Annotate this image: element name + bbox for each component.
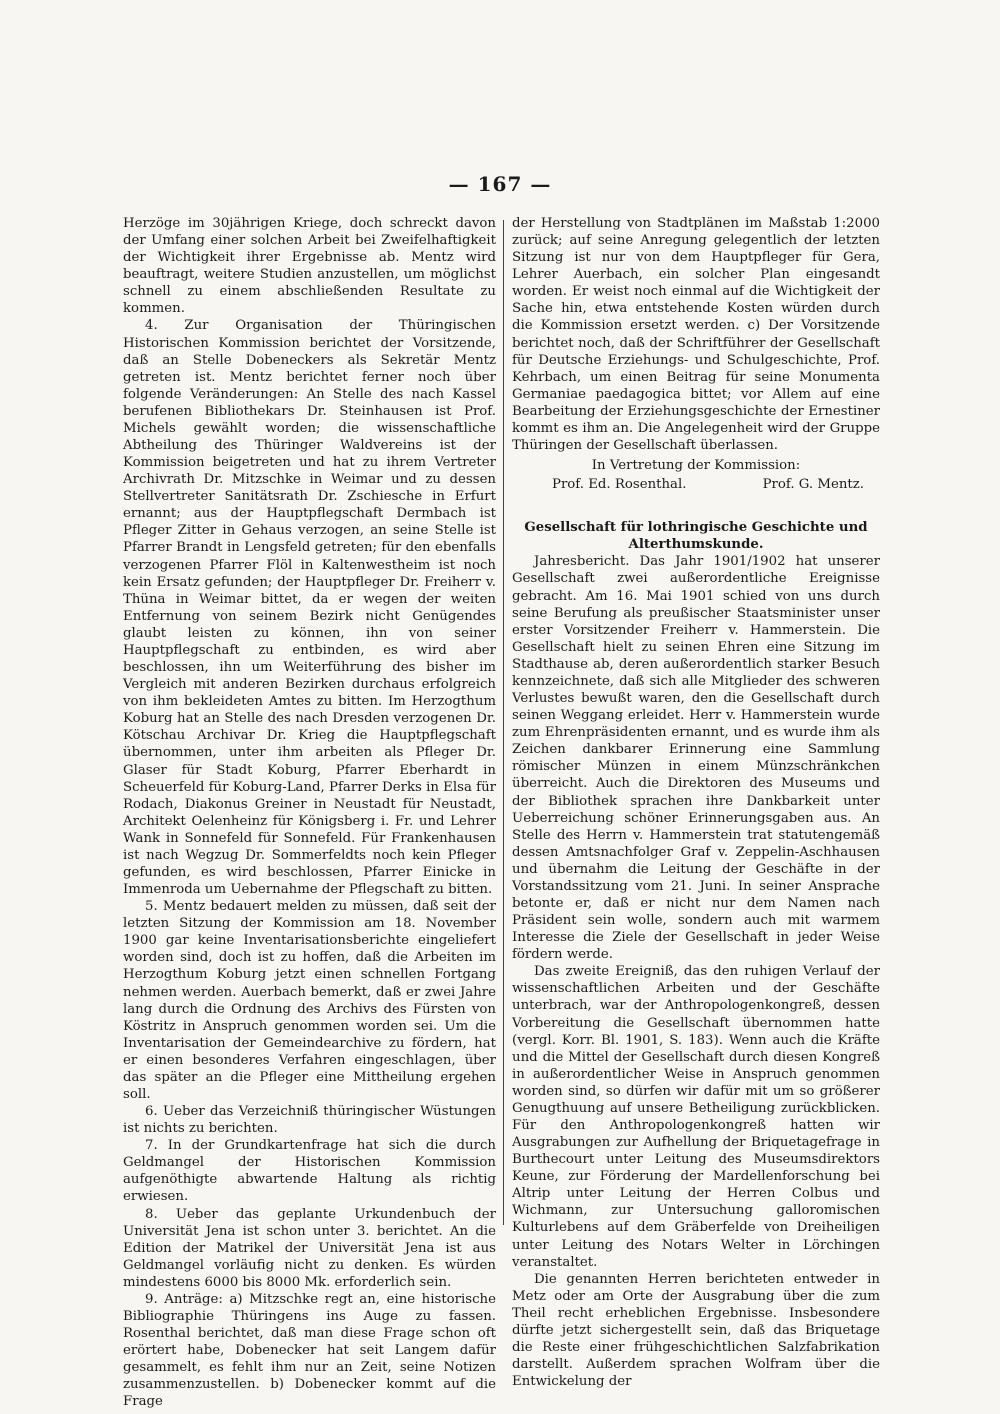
left-paragraph: 5. Mentz bedauert melden zu müssen, daß seit der letzten Sitzung der Kommission am 18. November 1900 gar keine Inventarisationsberichte eingeliefert worden sind, doch ist zu hoffen, daß die Arbeiten im Herzogthum Koburg jetzt einen schnellen Fortgang nehmen werden. Auerbach bemerkt, daß er zwei Jahre lang durch die Ordnung des Archivs des Fürsten von Köstritz in Anspruch genommen worden sei. Um die Inventarisation der Gemeindearchive zu fördern, hat er einen besonderes Verfahren eingeschlagen, über das später an die Pfleger eine Mittheilung ergehen soll.	[123, 899, 496, 1102]
left-paragraph: 6. Ueber das Verzeichniß thüringischer Wüstungen ist nichts zu berichten.	[123, 1104, 496, 1137]
left-paragraph: 8. Ueber das geplante Urkundenbuch der Universität Jena ist schon unter 3. berichtet. An die Edition der Matrikel der Universität Jena ist aus Geldmangel vorläufig nicht zu denken. Es würden mindestens 6000 bis 8000 Mk. erforderlich sein.	[123, 1206, 496, 1290]
representation-line: In Vertretung der Kommission:	[591, 458, 801, 474]
right-paragraph: Jahresbericht. Das Jahr 1901/1902 hat unserer Gesellschaft zwei außerordentliche Ereignisse gebracht. Am 16. Mai 1901 schied von uns durch seine Berufung als preußischer Staatsminister unser erster Vorsitzender Freiherr v. Hammerstein. Die Gesellschaft hielt zu seinen Ehren eine Sitzung im Stadthause ab, deren außerordentlich starker Besuch kennzeichnete, daß sich alle Mitglieder des schweren Verlustes bewußt waren, den die Gesellschaft durch seinen Weggang erleidet. Herr v. Hammerstein wurde zum Ehrenpräsidenten ernannt, und es wurde ihm als Zeichen dankbarer Erinnerung eine Sammlung römischer Münzen in einem Münzschränkchen überreicht. Auch die Direktoren des Museums und der Bibliothek sprachen ihre Dankbarkeit unter Ueberreichung schöner Erinnerungsgaben aus. An Stelle des Herrn v. Hammerstein trat statutengemäß dessen Amtsnachfolger Graf v. Zeppelin-Aschhausen und übernahm die Leitung der Geschäfte in der Vorstandssitzung vom 21. Juni. In seiner Ansprache betonte er, daß er nicht nur dem Namen nach Präsident sein wolle, sondern auch mit warmem Interesse die Ziele der Gesellschaft in jeder Weise fördern werde.	[512, 554, 880, 963]
left-column	[123, 215, 496, 1410]
left-paragraph: 7. In der Grundkartenfrage hat sich die durch Geldmangel der Historischen Kommission aufgenöthigte abwartende Haltung als richtig erwiesen.	[123, 1138, 496, 1205]
right-paragraph: Das zweite Ereigniß, das den ruhigen Verlauf der wissenschaftlichen Arbeiten und der Geschäfte unterbrach, war der Anthropologenkongreß, dessen Vorbereitung die Gesellschaft übernommen hatte (vergl. Korr. Bl. 1901, S. 183). Wenn auch die Kräfte und die Mittel der Gesellschaft durch diesen Kongreß in außerordentlicher Weise in Anspruch genommen worden sind, so dürfen wir dafür mit um so größerer Genugthuung auf unsere Betheiligung zurückblicken. Für den Anthropologenkongreß hatten wir Ausgrabungen zur Aufhellung der Briquetagefrage in Burthecourt unter Leitung des Museumsdirektors Keune, zur Förderung der Mardellenforschung bei Altrip unter Leitung der Herren Colbus und Wichmann, zur Untersuchung galloromischen Kulturlebens auf dem Gräberfelde von Dreiheiligen unter Leitung des Notars Welter in Lörchingen veranstaltet.	[512, 964, 880, 1270]
left-paragraph: Herzöge im 30jährigen Kriege, doch schreckt davon der Umfang einer solchen Arbeit bei Zweifelhaftigkeit der Wichtigkeit ihrer Ergebnisse ab. Mentz wird beauftragt, weitere Studien anzustellen, um möglichst schnell zu einem abschließenden Resultate zu kommen.	[123, 216, 496, 317]
signature-block	[512, 474, 880, 493]
right-paragraph: der Herstellung von Stadtplänen im Maßstab 1:2000 zurück; auf seine Anregung gelegentlich der letzten Sitzung ist nur von dem Hauptpfleger für Gera, Lehrer Auerbach, ein solcher Plan eingesandt worden. Er weist noch einmal auf die Wichtigkeit der Sache hin, etwa entstehende Kosten würden durch die Kommission ersetzt werden. c) Der Vorsitzende berichtet noch, daß der Schriftführer der Gesellschaft für Deutsche Erziehungs- und Schulgeschichte, Prof. Kehrbach, um einen Beitrag für seine Monumenta Germaniae paedagogica bittet; vor Allem auf eine Bearbeitung der Erziehungsgeschichte der Ernestiner kommt es ihm an. Die Angelegenheit wird der Gruppe Thüringen der Gesellschaft überlassen.	[512, 216, 880, 454]
right-paragraph: Die genannten Herren berichteten entweder in Metz oder am Orte der Ausgrabung über die zum Theil recht erheblichen Ergebnisse. Insbesondere dürfte jetzt sichergestellt sein, daß das Briquetage die Reste einer frühgeschichtlichen Salzfabrikation darstellt. Außerdem sprachen Wolfram über die Entwickelung der	[512, 1271, 880, 1390]
left-paragraph: 4. Zur Organisation der Thüringischen Historischen Kommission berichtet der Vorsitzende, daß an Stelle Dobeneckers als Sekretär Mentz getreten ist. Mentz berichtet ferner noch über folgende Veränderungen: An Stelle des nach Kassel berufenen Bibliothekars Dr. Steinhausen ist Prof. Michels gewählt worden; die wissenschaftliche Abtheilung des Thüringer Waldvereins ist der Kommission beigetreten und hat zu ihrem Vertreter Archivrath Dr. Mitzschke in Weimar und zu dessen Stellvertreter Sanitätsrath Dr. Zschiesche in Erfurt ernannt; aus der Hauptpflegschaft Dermbach ist Pfleger Zitter in Gehaus verzogen, an seine Stelle ist Pfarrer Brandt in Lengsfeld getreten; für den ebenfalls verzogenen Pfarrer Flöl in Kaltenwestheim ist noch kein Ersatz gefunden; der Hauptpfleger Dr. Freiherr v. Thüna in Weimar bittet, da er wegen der weiten Entfernung von seinem Bezirk nicht Genügendes glaubt leisten zu können, ihn von seiner Hauptpflegschaft zu entbinden, es wird aber beschlossen, ihn um Weiterführung des bisher im Vergleich mit anderen Bezirken durchaus erfolgreich von ihm bekleideten Amtes zu bitten. Im Herzogthum Koburg hat an Stelle des nach Dresden verzogenen Dr. Kötschau Archivar Dr. Krieg die Hauptpflegschaft übernommen, unter ihm arbeiten als Pfleger Dr. Glaser für Stadt Koburg, Pfarrer Eberhardt in Scheuerfeld für Koburg-Land, Pfarrer Derks in Elsa für Rodach, Diakonus Greiner in Neustadt für Neustadt, Architekt Oelenheinz für Königsberg i. Fr. und Lehrer Wank in Sonnefeld für Sonnefeld. Für Frankenhausen ist nach Wegzug Dr. Sommerfeldts noch kein Pfleger gefunden, es wird beschlossen, Pfarrer Einicke in Immenroda um Uebernahme der Pflegschaft zu bitten.	[123, 318, 496, 898]
right-column	[512, 215, 880, 1390]
signature-rosenthal: Prof. Ed. Rosenthal.	[552, 477, 687, 493]
left-paragraph: 9. Anträge: a) Mitzschke regt an, eine historische Bibliographie Thüringens ins Auge zu fassen. Rosenthal berichtet, daß man diese Frage schon oft erörtert habe, Dobenecker hat seit Langem dafür gesammelt, es fehlt ihm nur an Zeit, seine Notizen zusammenzustellen. b) Dobenecker kommt auf die Frage	[123, 1291, 496, 1410]
section-heading: Gesellschaft für lothringische Geschichte und Alterthumskunde.	[524, 520, 868, 553]
signature-mentz: Prof. G. Mentz.	[762, 477, 864, 493]
page-number: — 167 —	[448, 172, 552, 196]
column-divider	[503, 220, 504, 1225]
